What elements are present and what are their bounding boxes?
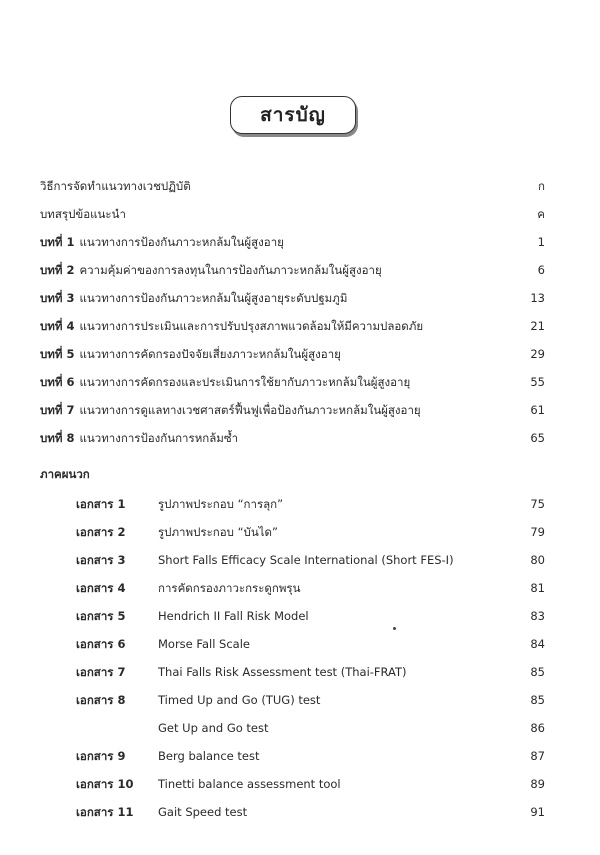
toc-entry-text: แนวทางการคัดกรองและประเมินการใช้ยากับภาวะหกล้มในผู้สูงอายุ [79,375,411,389]
toc-entry[interactable] [0,317,600,335]
toc-entry-label [40,233,284,251]
toc-entry-label [40,289,347,307]
appendix-doc-title: Get Up and Go test [158,721,269,735]
appendix-entry[interactable] [0,691,600,709]
toc-entry[interactable] [0,401,600,419]
toc-entry-page: 65 [530,431,545,445]
toc-entry-label [40,429,238,447]
toc-entry[interactable] [0,345,600,363]
appendix-doc-number: เอกสาร 1 [76,497,126,511]
appendix-doc-title: Gait Speed test [158,805,248,819]
toc-entry[interactable] [0,261,600,279]
appendix-entry[interactable] [0,607,600,625]
appendix-doc-page: 86 [530,721,545,735]
appendix-doc-page: 84 [530,637,545,651]
appendix-doc-page: 83 [530,609,545,623]
toc-entry-text: ความคุ้มค่าของการลงทุนในการป้องกันภาวะหกล้มในผู้สูงอายุ [79,263,382,277]
appendix-entry[interactable] [0,579,600,597]
appendix-entry[interactable] [0,747,600,765]
toc-entry[interactable] [0,429,600,447]
appendix-doc-number: เอกสาร 8 [76,693,126,707]
appendix-entry[interactable] [0,803,600,821]
appendix-doc-page: 75 [530,497,545,511]
toc-entry[interactable] [0,233,600,251]
appendix-doc-title: รูปภาพประกอบ “บันได” [158,525,278,539]
toc-entry-page: ค [537,207,545,221]
toc-entry-page: ก [538,179,545,193]
toc-entry-page: 55 [530,375,545,389]
appendix-doc-number: เอกสาร 4 [76,581,126,595]
appendix-doc-title: Thai Falls Risk Assessment test (Thai-FRAT) [158,665,407,679]
appendix-doc-title: Short Falls Efficacy Scale International (Short FES-I) [158,553,454,567]
appendix-entry[interactable] [0,551,600,569]
toc-entry-page: 1 [537,235,545,249]
appendix-doc-page: 79 [530,525,545,539]
chapter-number: บทที่ 2 [40,263,75,277]
appendix-doc-title: Morse Fall Scale [158,637,250,651]
toc-entry-label [40,261,382,279]
appendix-doc-number: เอกสาร 11 [76,805,134,819]
toc-entry-text: บทสรุปข้อแนะนำ [40,207,126,221]
appendix-doc-title: Hendrich II Fall Risk Model [158,609,309,623]
toc-entry-page: 21 [530,319,545,333]
toc-entry-text: แนวทางการดูแลทางเวชศาสตร์ฟื้นฟูเพื่อป้องกันภาวะหกล้มในผู้สูงอายุ [79,403,421,417]
chapter-number: บทที่ 7 [40,403,75,417]
appendix-doc-title: การคัดกรองภาวะกระดูกพรุน [158,581,301,595]
toc-entry-text: แนวทางการป้องกันภาวะหกล้มในผู้สูงอายุระดับปฐมภูมิ [79,291,348,305]
appendix-entry[interactable] [0,663,600,681]
appendix-doc-number: เอกสาร 3 [76,553,126,567]
chapter-number: บทที่ 5 [40,347,75,361]
appendix-doc-number: เอกสาร 9 [76,749,126,763]
appendix-doc-number: เอกสาร 7 [76,665,126,679]
toc-entry-page: 29 [530,347,545,361]
appendix-heading: ภาคผนวก [40,467,90,481]
page-title: สารบัญ [260,104,326,126]
appendix-entry[interactable] [0,635,600,653]
appendix-entry[interactable] [0,523,600,541]
toc-entry-label [40,345,341,363]
appendix-doc-page: 85 [530,665,545,679]
toc-entry-text: แนวทางการคัดกรองปัจจัยเสี่ยงภาวะหกล้มในผู้สูงอายุ [79,347,341,361]
toc-entry-label [40,205,126,223]
chapter-number: บทที่ 1 [40,235,75,249]
toc-entry[interactable] [0,373,600,391]
appendix-entry[interactable] [0,719,600,737]
appendix-doc-page: 91 [530,805,545,819]
scan-speck [393,627,396,630]
chapter-number: บทที่ 3 [40,291,75,305]
appendix-entry[interactable] [0,775,600,793]
appendix-entry[interactable] [0,495,600,513]
toc-entry-text: วิธีการจัดทำแนวทางเวชปฏิบัติ [40,179,191,193]
toc-entry-page: 13 [530,291,545,305]
toc-entry-page: 6 [537,263,545,277]
toc-title-box [230,96,356,134]
appendix-doc-title: Timed Up and Go (TUG) test [158,693,321,707]
appendix-doc-number: เอกสาร 2 [76,525,126,539]
toc-entry[interactable] [0,205,600,223]
appendix-doc-number: เอกสาร 10 [76,777,134,791]
toc-entry-text: แนวทางการป้องกันภาวะหกล้มในผู้สูงอายุ [79,235,284,249]
toc-entry-label [40,177,191,195]
appendix-doc-page: 87 [530,749,545,763]
toc-entry-label [40,373,410,391]
appendix-doc-page: 80 [530,553,545,567]
appendix-doc-title: รูปภาพประกอบ “การลุก” [158,497,284,511]
chapter-number: บทที่ 6 [40,375,75,389]
chapter-number: บทที่ 4 [40,319,75,333]
appendix-doc-page: 85 [530,693,545,707]
toc-entry-text: แนวทางการประเมินและการปรับปรุงสภาพแวดล้อมให้มีความปลอดภัย [79,319,424,333]
appendix-doc-number: เอกสาร 6 [76,637,126,651]
appendix-doc-title: Berg balance test [158,749,260,763]
chapter-number: บทที่ 8 [40,431,75,445]
toc-entry[interactable] [0,289,600,307]
appendix-doc-title: Tinetti balance assessment tool [158,777,341,791]
toc-entry-text: แนวทางการป้องกันการหกล้มซ้ำ [79,431,239,445]
appendix-doc-page: 89 [530,777,545,791]
appendix-doc-page: 81 [530,581,545,595]
toc-entry-label [40,401,421,419]
toc-entry-label [40,317,423,335]
appendix-doc-number: เอกสาร 5 [76,609,126,623]
toc-entry-page: 61 [530,403,545,417]
toc-entry[interactable] [0,177,600,195]
